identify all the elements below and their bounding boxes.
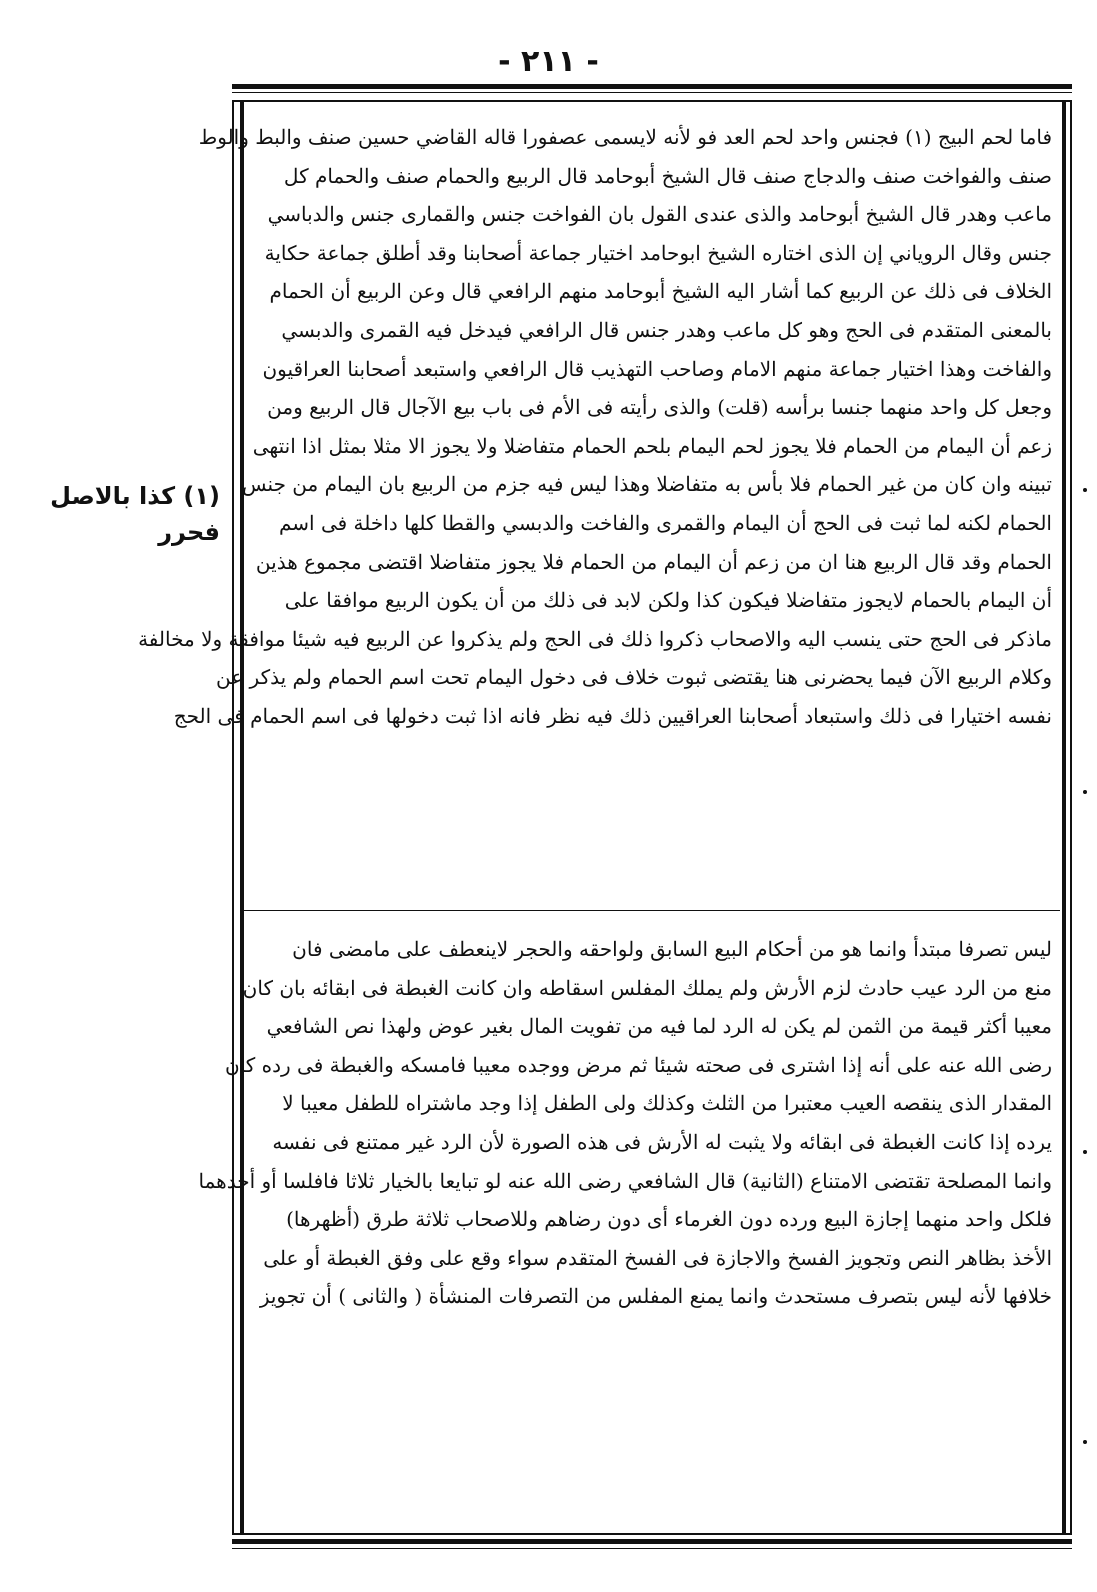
commentary-line: ماعب وهدر قال الشيخ أبوحامد والذى عندى القول بان الفواخت جنس والقمارى جنس والدباسي — [267, 202, 1052, 227]
main-text-line: ليس تصرفا مبتدأ وانما هو من أحكام البيع السابق ولواحقه والحجر لاينعطف على مامضى فان — [292, 937, 1052, 961]
commentary-line: فاما لحم البيج (١) فجنس واحد لحم العد فو لأنه لايسمى عصفورا قاله القاضي حسين صنف والبط والوط — [198, 125, 1052, 149]
main-text-line: رضى الله عنه على أنه إذا اشترى فى صحته شيئا ثم مرض ووجده معيبا فامسكه والغبطة فى رده كان — [224, 1052, 1052, 1077]
margin-footnote-line: فحرر — [158, 518, 220, 546]
main-text-line: خلافها لأنه ليس بتصرف مستحدث وانما يمنع المفلس من التصرفات المنشأة ( والثانى ) أن تجويز — [259, 1284, 1052, 1309]
section-divider — [244, 910, 1060, 911]
main-text — [198, 930, 1052, 1316]
commentary-line: بالمعنى المتقدم فى الحج وهو كل ماعب وهدر جنس قال الرافعي فيدخل فيه القمرى والدبسي — [281, 317, 1052, 342]
commentary-line: جنس وقال الروياني إن الذى اختاره الشيخ ابوحامد اختيار جماعة أصحابنا وقد أطلق جماعة حكاية — [264, 240, 1052, 265]
bottom-rule — [232, 1539, 1072, 1544]
commentary-line: الحمام وقد قال الربيع هنا ان من زعم أن اليمام من الحمام فلا يجوز متفاضلا اقتضى مجموع هذين — [255, 549, 1052, 574]
commentary-line: وكلام الربيع الآن فيما يحضرنى هنا يقتضى ثبوت خلاف فى دخول اليمام تحت اسم الحمام ولم يذكر عن — [216, 665, 1052, 690]
commentary-line: الحمام لكنه لما ثبت فى الحج أن اليمام والقمرى والفاخت والدبسي والقطا كلها داخلة فى اسم — [278, 510, 1052, 535]
commentary-line: تبينه وان كان من غير الحمام فلا بأس به متفاضلا وهذا ليس فيه جزم من الربيع بان اليمام من جنس — [242, 472, 1052, 497]
margin-footnote — [30, 478, 220, 550]
main-text-line: يرده إذا كانت الغبطة فى ابقائه ولا يثبت له الأرش فى هذه الصورة لأن الرد غير ممتنع فى نفسه — [272, 1129, 1052, 1154]
scan-speck — [1083, 1150, 1087, 1154]
commentary-line: وجعل كل واحد منهما جنسا برأسه (قلت) والذى رأيته فى الأم فى باب بيع الآجال قال الربيع ومن — [267, 395, 1052, 420]
commentary-line: زعم أن اليمام من الحمام فلا يجوز لحم اليمام بلحم الحمام متفاضلا ولا يجوز الا مثلا بمثل اذا انتهى — [252, 433, 1052, 458]
commentary-line: والفاخت وهذا اختيار جماعة منهم الامام وصاحب التهذيب قال الرافعي واستبعد أصحابنا العراقيون — [262, 356, 1052, 381]
top-rule — [232, 84, 1072, 89]
top-rule-thin — [232, 92, 1072, 93]
main-text-line: وانما المصلحة تقتضى الامتناع (الثانية) قال الشافعي رضى الله عنه لو تبايعا بالخيار ثلاثا فافلسا أو أحدهما — [198, 1168, 1052, 1193]
commentary-line: الخلاف فى ذلك عن الربيع كما أشار اليه الشيخ أبوحامد منهم الرافعي قال وعن الربيع أن الحمام — [269, 279, 1052, 304]
bottom-rule-thin — [232, 1548, 1072, 1549]
main-text-line: منع من الرد عيب حادث لزم الأرش ولم يملك المفلس اسقاطه وان كانت الغبطة فى ابقائه بان كان — [242, 975, 1052, 1000]
commentary-line: صنف والفواخت صنف والدجاج صنف قال الشيخ أبوحامد قال الربيع والحمام صنف والحمام كل — [283, 163, 1052, 188]
main-text-line: الأخذ بظاهر النص وتجويز الفسخ والاجازة فى الفسخ المتقدم سواء وقع على وفق الغبطة أو على — [263, 1245, 1052, 1270]
frame-right-border — [1062, 100, 1066, 1535]
frame-left-border — [240, 100, 244, 1535]
commentary-line: أن اليمام بالحمام لايجوز متفاضلا فيكون كذا ولكن لابد فى ذلك من أن يكون الربيع موافقا على — [284, 588, 1052, 613]
scan-speck — [1083, 1440, 1087, 1444]
main-text-line: فلكل واحد منهما إجازة البيع ورده دون الغرماء أى دون رضاهم وللاصحاب ثلاثة طرق (أظهرها) — [286, 1207, 1052, 1232]
commentary-line: نفسه اختيارا فى ذلك واستبعاد أصحابنا العراقيين ذلك فيه نظر فانه اذا ثبت دخولها فى اسم الحمام فى الحج — [173, 703, 1052, 728]
main-text-line: المقدار الذى ينقصه العيب معتبرا من الثلث وكذلك ولى الطفل إذا وجد ماشتراه للطفل معيبا لا — [282, 1091, 1052, 1116]
scan-speck — [1083, 790, 1087, 794]
commentary-line: ماذكر فى الحج حتى ينسب اليه والاصحاب ذكروا ذلك فى الحج ولم يذكروا عن الربيع فيه شيئا موافقة ولا مخالفة — [138, 626, 1052, 651]
margin-footnote-line: (١) كذا بالاصل — [50, 482, 220, 510]
main-text-line: معيبا أكثر قيمة من الثمن لم يكن له الرد لما فيه من تفويت المال بغير عوض ولهذا نص الشافعي — [266, 1014, 1052, 1039]
scan-speck — [1083, 488, 1087, 492]
page-number: - ٢١١ - — [498, 44, 599, 79]
